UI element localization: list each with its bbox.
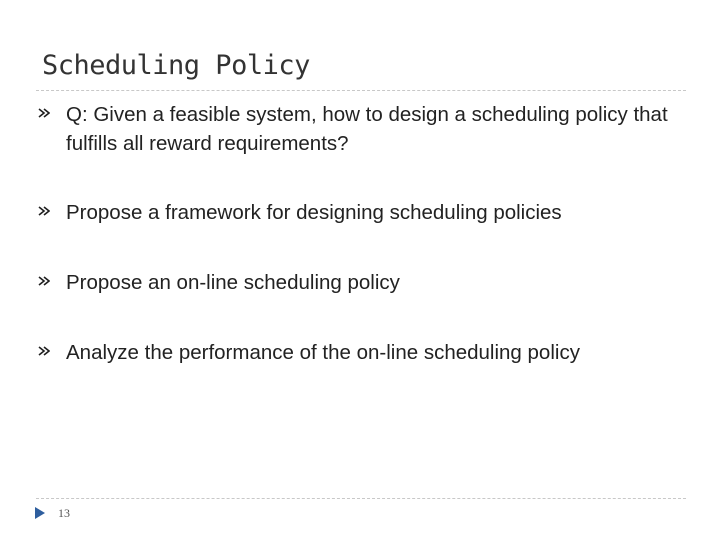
- bullet-text: Q: Given a feasible system, how to design a scheduling policy that fulfills all reward requirements?: [66, 103, 668, 155]
- footer-divider: [36, 498, 686, 499]
- bullet-text: Analyze the performance of the on-line scheduling policy: [66, 341, 580, 364]
- bullet-arrow-icon: [38, 346, 50, 356]
- bullet-arrow-icon: [38, 276, 50, 286]
- bullet-text: Propose an on-line scheduling policy: [66, 271, 400, 294]
- slide-title: Scheduling Policy: [42, 50, 310, 81]
- page-number: 13: [58, 506, 70, 520]
- slide-marker-icon: [34, 506, 46, 520]
- title-divider: [36, 90, 686, 91]
- bullet-arrow-icon: [38, 206, 50, 216]
- bullet-text: Propose a framework for designing scheduling policies: [66, 201, 562, 224]
- bullet-arrow-icon: [38, 108, 50, 118]
